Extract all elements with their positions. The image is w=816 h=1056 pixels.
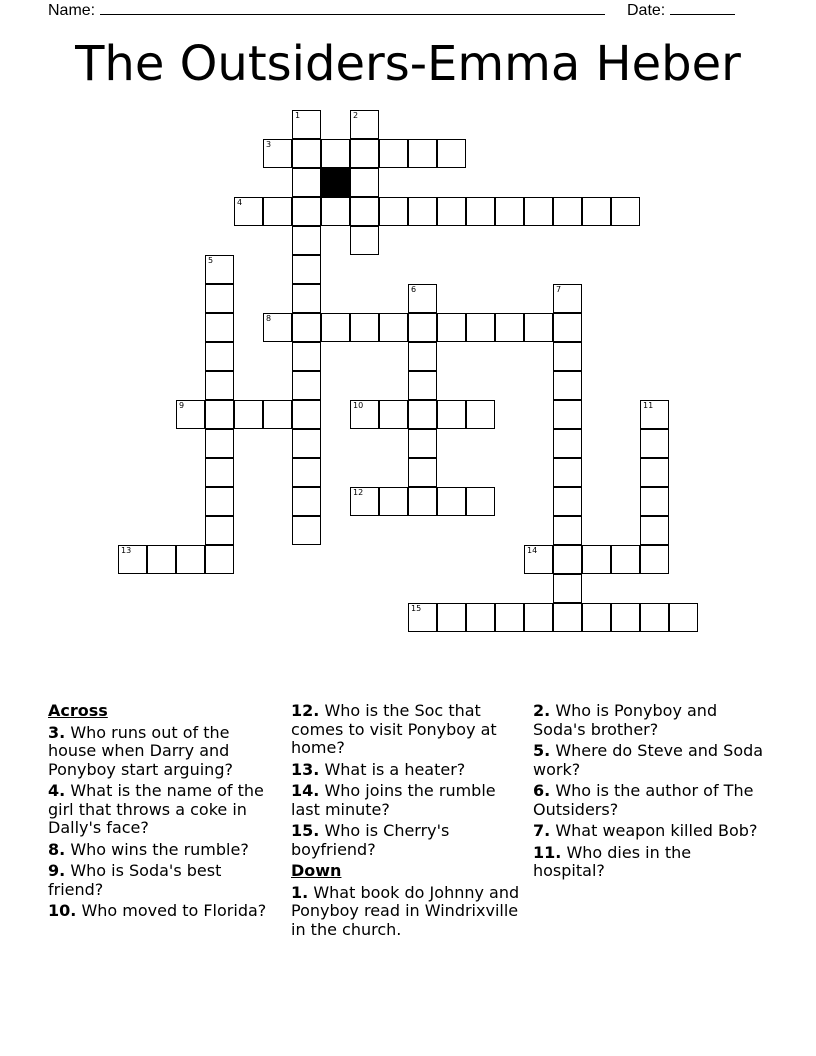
grid-cell[interactable] bbox=[466, 197, 495, 226]
grid-cell[interactable] bbox=[640, 603, 669, 632]
grid-cell[interactable] bbox=[292, 284, 321, 313]
grid-cell[interactable] bbox=[466, 400, 495, 429]
down-clue bbox=[533, 822, 765, 841]
grid-cell[interactable] bbox=[292, 313, 321, 342]
grid-cell[interactable] bbox=[640, 429, 669, 458]
clue-number: 10 bbox=[353, 401, 364, 410]
clue-number: 3 bbox=[266, 140, 272, 149]
down-clue bbox=[533, 782, 765, 819]
clue-text: Where do Steve and Soda work? bbox=[533, 741, 764, 779]
grid-cell[interactable] bbox=[379, 197, 408, 226]
clue-text: Who joins the rumble last minute? bbox=[291, 781, 496, 819]
down-clue bbox=[533, 702, 765, 739]
clue-number: 7. bbox=[533, 821, 551, 840]
grid-cell[interactable] bbox=[321, 313, 350, 342]
grid-cell[interactable] bbox=[553, 342, 582, 371]
across-heading: Across bbox=[48, 701, 108, 720]
grid-cell[interactable] bbox=[553, 458, 582, 487]
grid-cell[interactable] bbox=[553, 487, 582, 516]
across-clue bbox=[291, 761, 523, 780]
grid-cell[interactable] bbox=[292, 429, 321, 458]
across-clue bbox=[48, 902, 280, 921]
grid-cell[interactable] bbox=[524, 197, 553, 226]
grid-cell[interactable] bbox=[582, 197, 611, 226]
grid-cell[interactable] bbox=[292, 110, 321, 139]
clue-number: 15. bbox=[291, 821, 320, 840]
clue-number: 11 bbox=[643, 401, 654, 410]
grid-cell[interactable] bbox=[524, 313, 553, 342]
clue-number: 1 bbox=[295, 111, 301, 120]
grid-cell[interactable] bbox=[205, 255, 234, 284]
grid-cell[interactable] bbox=[205, 400, 234, 429]
grid-cell[interactable] bbox=[408, 342, 437, 371]
grid-cell[interactable] bbox=[437, 197, 466, 226]
grid-cell[interactable] bbox=[263, 400, 292, 429]
grid-cell[interactable] bbox=[524, 603, 553, 632]
grid-cell[interactable] bbox=[292, 226, 321, 255]
grid-cell[interactable] bbox=[292, 458, 321, 487]
across-clue bbox=[291, 782, 523, 819]
clue-text: Who wins the rumble? bbox=[70, 839, 249, 859]
grid-cell[interactable] bbox=[408, 400, 437, 429]
grid-cell[interactable] bbox=[176, 545, 205, 574]
grid-cell[interactable] bbox=[292, 255, 321, 284]
clue-number: 9. bbox=[48, 861, 66, 880]
grid-cell[interactable] bbox=[553, 516, 582, 545]
grid-cell[interactable] bbox=[350, 226, 379, 255]
grid-cell[interactable] bbox=[611, 603, 640, 632]
clue-number: 2. bbox=[533, 701, 551, 720]
grid-cell[interactable] bbox=[640, 400, 669, 429]
grid-cell[interactable] bbox=[611, 545, 640, 574]
clue-text: Who is Soda's best friend? bbox=[48, 861, 222, 899]
grid-cell[interactable] bbox=[292, 371, 321, 400]
clue-number: 4. bbox=[48, 781, 66, 800]
grid-cell[interactable] bbox=[640, 545, 669, 574]
grid-cell[interactable] bbox=[205, 371, 234, 400]
grid-cell[interactable] bbox=[553, 545, 582, 574]
grid-cell[interactable] bbox=[234, 400, 263, 429]
grid-cell[interactable] bbox=[553, 400, 582, 429]
grid-cell[interactable] bbox=[466, 487, 495, 516]
grid-cell[interactable] bbox=[408, 139, 437, 168]
clue-number: 3. bbox=[48, 722, 66, 742]
clue-text: What weapon killed Bob? bbox=[555, 821, 758, 840]
grid-cell[interactable] bbox=[408, 371, 437, 400]
grid-cell[interactable] bbox=[495, 313, 524, 342]
grid-cell[interactable] bbox=[379, 487, 408, 516]
clue-number: 12. bbox=[291, 701, 320, 720]
clue-text: What is the name of the girl that throws a coke in Dally's face? bbox=[48, 781, 264, 837]
grid-cell[interactable] bbox=[524, 545, 553, 574]
clue-text: What book do Johnny and Ponyboy read in Windrixville in the church. bbox=[291, 882, 520, 939]
grid-cell[interactable] bbox=[553, 371, 582, 400]
grid-cell[interactable] bbox=[321, 139, 350, 168]
grid-cell[interactable] bbox=[292, 197, 321, 226]
grid-cell[interactable] bbox=[350, 313, 379, 342]
grid-cell[interactable] bbox=[582, 545, 611, 574]
puzzle-title: The Outsiders-Emma Heber bbox=[75, 36, 741, 92]
grid-cell[interactable] bbox=[408, 429, 437, 458]
grid-cell[interactable] bbox=[640, 487, 669, 516]
grid-cell[interactable] bbox=[292, 168, 321, 197]
clue-number: 5. bbox=[533, 741, 551, 760]
grid-cell[interactable] bbox=[205, 458, 234, 487]
clue-number: 1. bbox=[291, 882, 309, 902]
grid-cell[interactable] bbox=[553, 313, 582, 342]
clue-number: 9 bbox=[179, 401, 185, 410]
grid-cell[interactable] bbox=[408, 197, 437, 226]
grid-cell[interactable] bbox=[321, 197, 350, 226]
grid-cell[interactable] bbox=[350, 487, 379, 516]
grid-cell[interactable] bbox=[350, 197, 379, 226]
clue-number: 13. bbox=[291, 759, 320, 779]
grid-cell[interactable] bbox=[292, 400, 321, 429]
grid-cell[interactable] bbox=[408, 458, 437, 487]
grid-cell[interactable] bbox=[437, 400, 466, 429]
grid-cell[interactable] bbox=[263, 197, 292, 226]
grid-cell[interactable] bbox=[466, 313, 495, 342]
down-clue bbox=[533, 844, 765, 881]
clue-column-1 bbox=[48, 702, 280, 924]
grid-cell[interactable] bbox=[205, 313, 234, 342]
clue-number: 15 bbox=[411, 604, 422, 613]
grid-cell[interactable] bbox=[437, 487, 466, 516]
grid-cell[interactable] bbox=[205, 487, 234, 516]
grid-cell[interactable] bbox=[205, 545, 234, 574]
clue-number: 6 bbox=[411, 285, 417, 294]
grid-cell[interactable] bbox=[205, 516, 234, 545]
clue-number: 12 bbox=[353, 488, 364, 497]
grid-cell[interactable] bbox=[408, 487, 437, 516]
grid-cell[interactable] bbox=[437, 313, 466, 342]
clue-number: 7 bbox=[556, 285, 562, 294]
grid-cell[interactable] bbox=[495, 603, 524, 632]
name-label: Name: bbox=[48, 2, 96, 19]
across-clue bbox=[48, 724, 280, 780]
grid-cell[interactable] bbox=[379, 313, 408, 342]
grid-cell[interactable] bbox=[118, 545, 147, 574]
clue-column-3 bbox=[533, 702, 765, 884]
grid-cell[interactable] bbox=[350, 139, 379, 168]
clue-number: 4 bbox=[237, 198, 243, 207]
grid-cell[interactable] bbox=[466, 603, 495, 632]
clue-number: 5 bbox=[208, 256, 214, 265]
grid-cell[interactable] bbox=[640, 458, 669, 487]
black-cell bbox=[321, 168, 350, 197]
grid-cell[interactable] bbox=[205, 429, 234, 458]
grid-cell[interactable] bbox=[292, 139, 321, 168]
grid-cell[interactable] bbox=[263, 313, 292, 342]
clue-text: Who is Ponyboy and Soda's brother? bbox=[533, 701, 718, 739]
clue-number: 14 bbox=[527, 546, 538, 555]
grid-cell[interactable] bbox=[292, 342, 321, 371]
clue-number: 2 bbox=[353, 111, 359, 120]
grid-cell[interactable] bbox=[379, 139, 408, 168]
clue-text: Who moved to Florida? bbox=[81, 901, 267, 920]
grid-cell[interactable] bbox=[205, 342, 234, 371]
grid-cell[interactable] bbox=[292, 487, 321, 516]
across-clue bbox=[48, 841, 280, 860]
clue-text: Who is Cherry's boyfriend? bbox=[291, 821, 450, 859]
grid-cell[interactable] bbox=[350, 400, 379, 429]
grid-cell[interactable] bbox=[408, 313, 437, 342]
grid-cell[interactable] bbox=[669, 603, 698, 632]
grid-cell[interactable] bbox=[553, 603, 582, 632]
clue-text: What is a heater? bbox=[324, 759, 466, 779]
grid-cell[interactable] bbox=[379, 400, 408, 429]
clue-column-2 bbox=[291, 702, 523, 942]
grid-cell[interactable] bbox=[611, 197, 640, 226]
grid-cell[interactable] bbox=[408, 284, 437, 313]
grid-cell[interactable] bbox=[553, 574, 582, 603]
grid-cell[interactable] bbox=[495, 197, 524, 226]
grid-cell[interactable] bbox=[350, 110, 379, 139]
across-clue bbox=[291, 822, 523, 859]
clue-number: 8 bbox=[266, 314, 272, 323]
across-clue bbox=[291, 702, 523, 758]
grid-cell[interactable] bbox=[176, 400, 205, 429]
grid-cell[interactable] bbox=[640, 516, 669, 545]
clue-number: 14. bbox=[291, 781, 320, 800]
grid-cell[interactable] bbox=[582, 603, 611, 632]
clue-number: 8. bbox=[48, 839, 66, 859]
grid-cell[interactable] bbox=[553, 429, 582, 458]
grid-cell[interactable] bbox=[408, 603, 437, 632]
grid-cell[interactable] bbox=[553, 197, 582, 226]
down-clue bbox=[533, 742, 765, 779]
down-clue bbox=[291, 884, 523, 940]
grid-cell[interactable] bbox=[437, 139, 466, 168]
down-heading: Down bbox=[291, 861, 342, 880]
clue-text: Who is the Soc that comes to visit Ponyboy at home? bbox=[291, 701, 497, 757]
grid-cell[interactable] bbox=[147, 545, 176, 574]
clue-number: 11. bbox=[533, 842, 562, 862]
grid-cell[interactable] bbox=[350, 168, 379, 197]
clue-text: Who is the author of The Outsiders? bbox=[533, 781, 754, 819]
grid-cell[interactable] bbox=[263, 139, 292, 168]
clue-number: 13 bbox=[121, 546, 132, 555]
clue-number: 10. bbox=[48, 901, 77, 920]
clue-number: 6. bbox=[533, 781, 551, 800]
clue-text: Who runs out of the house when Darry and Ponyboy start arguing? bbox=[48, 722, 233, 779]
clue-text: Who dies in the hospital? bbox=[533, 842, 692, 880]
grid-cell[interactable] bbox=[292, 516, 321, 545]
grid-cell[interactable] bbox=[437, 603, 466, 632]
grid-cell[interactable] bbox=[234, 197, 263, 226]
grid-cell[interactable] bbox=[205, 284, 234, 313]
date-label: Date: bbox=[627, 2, 666, 19]
grid-cell[interactable] bbox=[553, 284, 582, 313]
across-clue bbox=[48, 862, 280, 899]
across-clue bbox=[48, 782, 280, 838]
